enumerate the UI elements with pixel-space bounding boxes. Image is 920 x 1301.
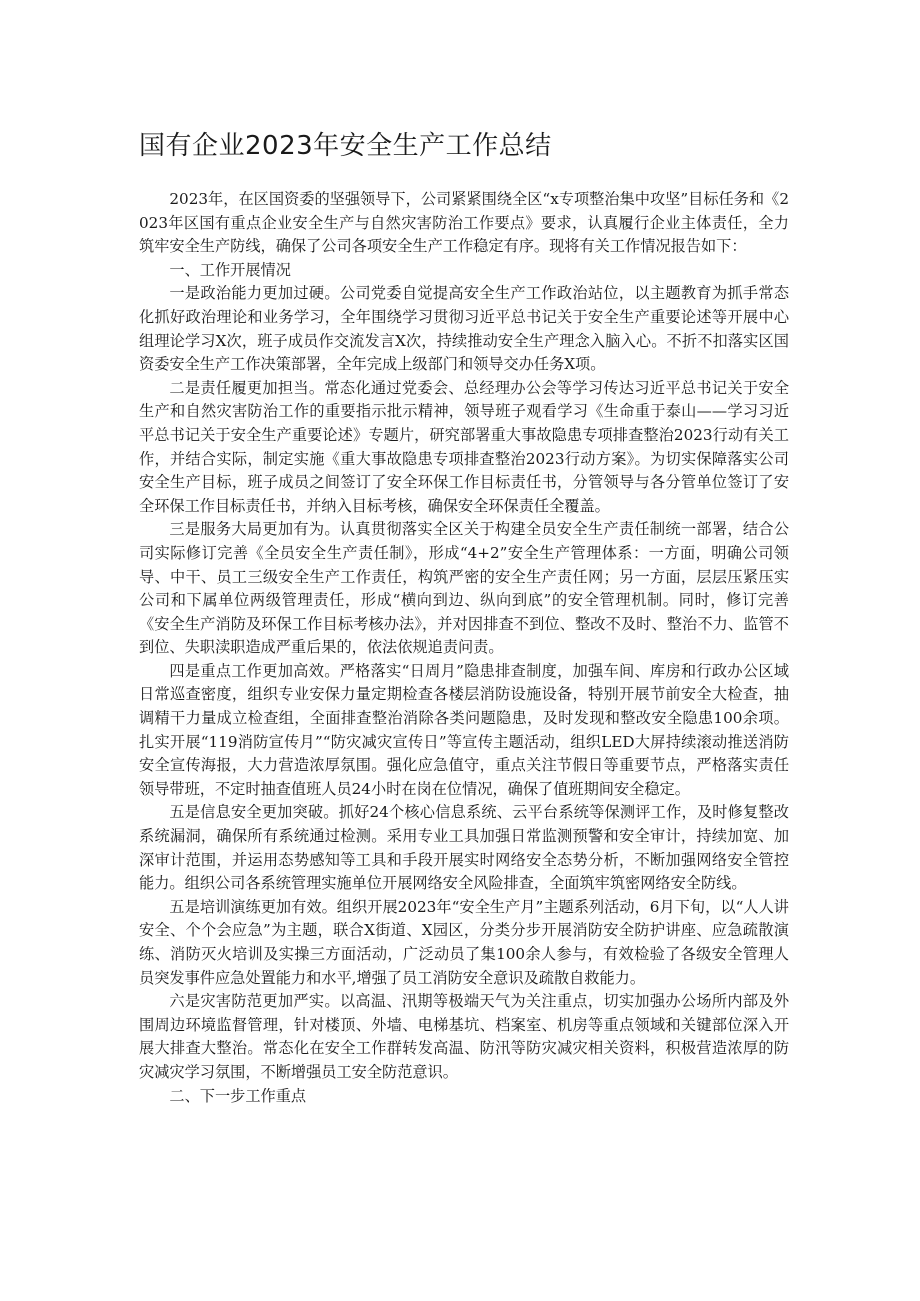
paragraph-responsibility: 二是责任履更加担当。常态化通过党委会、总经理办公会等学习传达习近平总书记关于安全生产和自然灾害防治工作的重要指示批示精神，领导班子观看学习《生命重于泰山——学习习近平总书记关于安全生产重要论述》专题片，研究部署重大事故隐患专项排查整治2023行动有关工作，并结合实际，制定实施《重大事故隐患专项排查整治2023行动方案》。为切实保障落实公司安全生产目标，班子成员之间签订了安全环保工作目标责任书，分管领导与各分管单位签订了安全环保工作目标责任书，并纳入目标考核，确保安全环保责任全覆盖。 [139, 378, 789, 515]
paragraph-training-drills: 五是培训演练更加有效。组织开展2023年“安全生产月”主题系列活动，6月下旬，以“人人讲安全、个个会应急”为主题，联合X街道、X园区，分类分步开展消防安全防护讲座、应急疏散演练、消防灭火培训及实操三方面活动，广泛动员了集100余人参与，有效检验了各级安全管理人员突发事件应急处置能力和水平,增强了员工消防安全意识及疏散自救能力。 [139, 897, 789, 987]
paragraph-political-capacity: 一是政治能力更加过硬。公司党委自觉提高安全生产工作政治站位，以主题教育为抓手常态化抓好政治理论和业务学习，全年围绕学习贯彻习近平总书记关于安全生产重要论述等开展中心组理论学习X次，班子成员作交流发言X次，持续推动安全生产理念入脑入心。不折不扣落实区国资委安全生产工作决策部署，全年完成上级部门和领导交办任务X项。 [139, 284, 789, 374]
section-heading-next-steps: 二、下一步工作重点 [169, 1086, 307, 1105]
paragraph-key-work: 四是重点工作更加高效。严格落实“日周月”隐患排查制度，加强车间、库房和行政办公区域日常巡查密度，组织专业安保力量定期检查各楼层消防设施设备，特别开展节前安全大检查，抽调精干力量成立检查组，全面排查整治消除各类问题隐患，及时发现和整改安全隐患100余项。扎实开展“119消防宣传月”“防灾减灾宣传日”等宣传主题活动，组织LED大屏持续滚动推送消防安全宣传海报，大力营造浓厚氛围。强化应急值守，重点关注节假日等重要节点，严格落实责任领导带班，不定时抽查值班人员24小时在岗在位情况，确保了值班期间安全稳定。 [139, 661, 789, 798]
intro-paragraph: 2023年，在区国资委的坚强领导下，公司紧紧围绕全区“x专项整治集中攻坚”目标任务和《2023年区国有重点企业安全生产与自然灾害防治工作要点》要求，认真履行企业主体责任，全力筑牢安全生产防线，确保了公司各项安全生产工作稳定有序。现将有关工作情况报告如下： [139, 190, 789, 256]
paragraph-information-security: 五是信息安全更加突破。抓好24个核心信息系统、云平台系统等保测评工作，及时修复整改系统漏洞，确保所有系统通过检测。采用专业工具加强日常监测预警和安全审计，持续加宽、加深审计范围，并运用态势感知等工具和手段开展实时网络安全态势分析，不断加强网络安全管控能力。组织公司各系统管理实施单位开展网络安全风险排查，全面筑牢筑密网络安全防线。 [139, 803, 789, 893]
paragraph-service-overall: 三是服务大局更加有为。认真贯彻落实全区关于构建全员安全生产责任制统一部署，结合公司实际修订完善《全员安全生产责任制》，形成“4+2”安全生产管理体系：一方面，明确公司领导、中干、员工三级安全生产工作责任，构筑严密的安全生产责任网；另一方面，层层压紧压实公司和下属单位两级管理责任，形成“横向到边、纵向到底”的安全管理机制。同时，修订完善《安全生产消防及环保工作目标考核办法》，并对因排查不到位、整改不及时、整治不力、监管不到位、失职渎职造成严重后果的，依法依规追责问责。 [139, 520, 789, 657]
section-heading-work-progress: 一、工作开展情况 [169, 260, 291, 279]
paragraph-disaster-prevention: 六是灾害防范更加严实。以高温、汛期等极端天气为关注重点，切实加强办公场所内部及外围周边环境监督管理，针对楼顶、外墙、电梯基坑、档案室、机房等重点领域和关键部位深入开展大排查大整治。常态化在安全工作群转发高温、防汛等防灾减灾相关资料，积极营造浓厚的防灾减灾学习氛围，不断增强员工安全防范意识。 [139, 992, 789, 1081]
document-title: 国有企业2023年安全生产工作总结 [139, 131, 552, 161]
document-body [139, 126, 789, 1108]
